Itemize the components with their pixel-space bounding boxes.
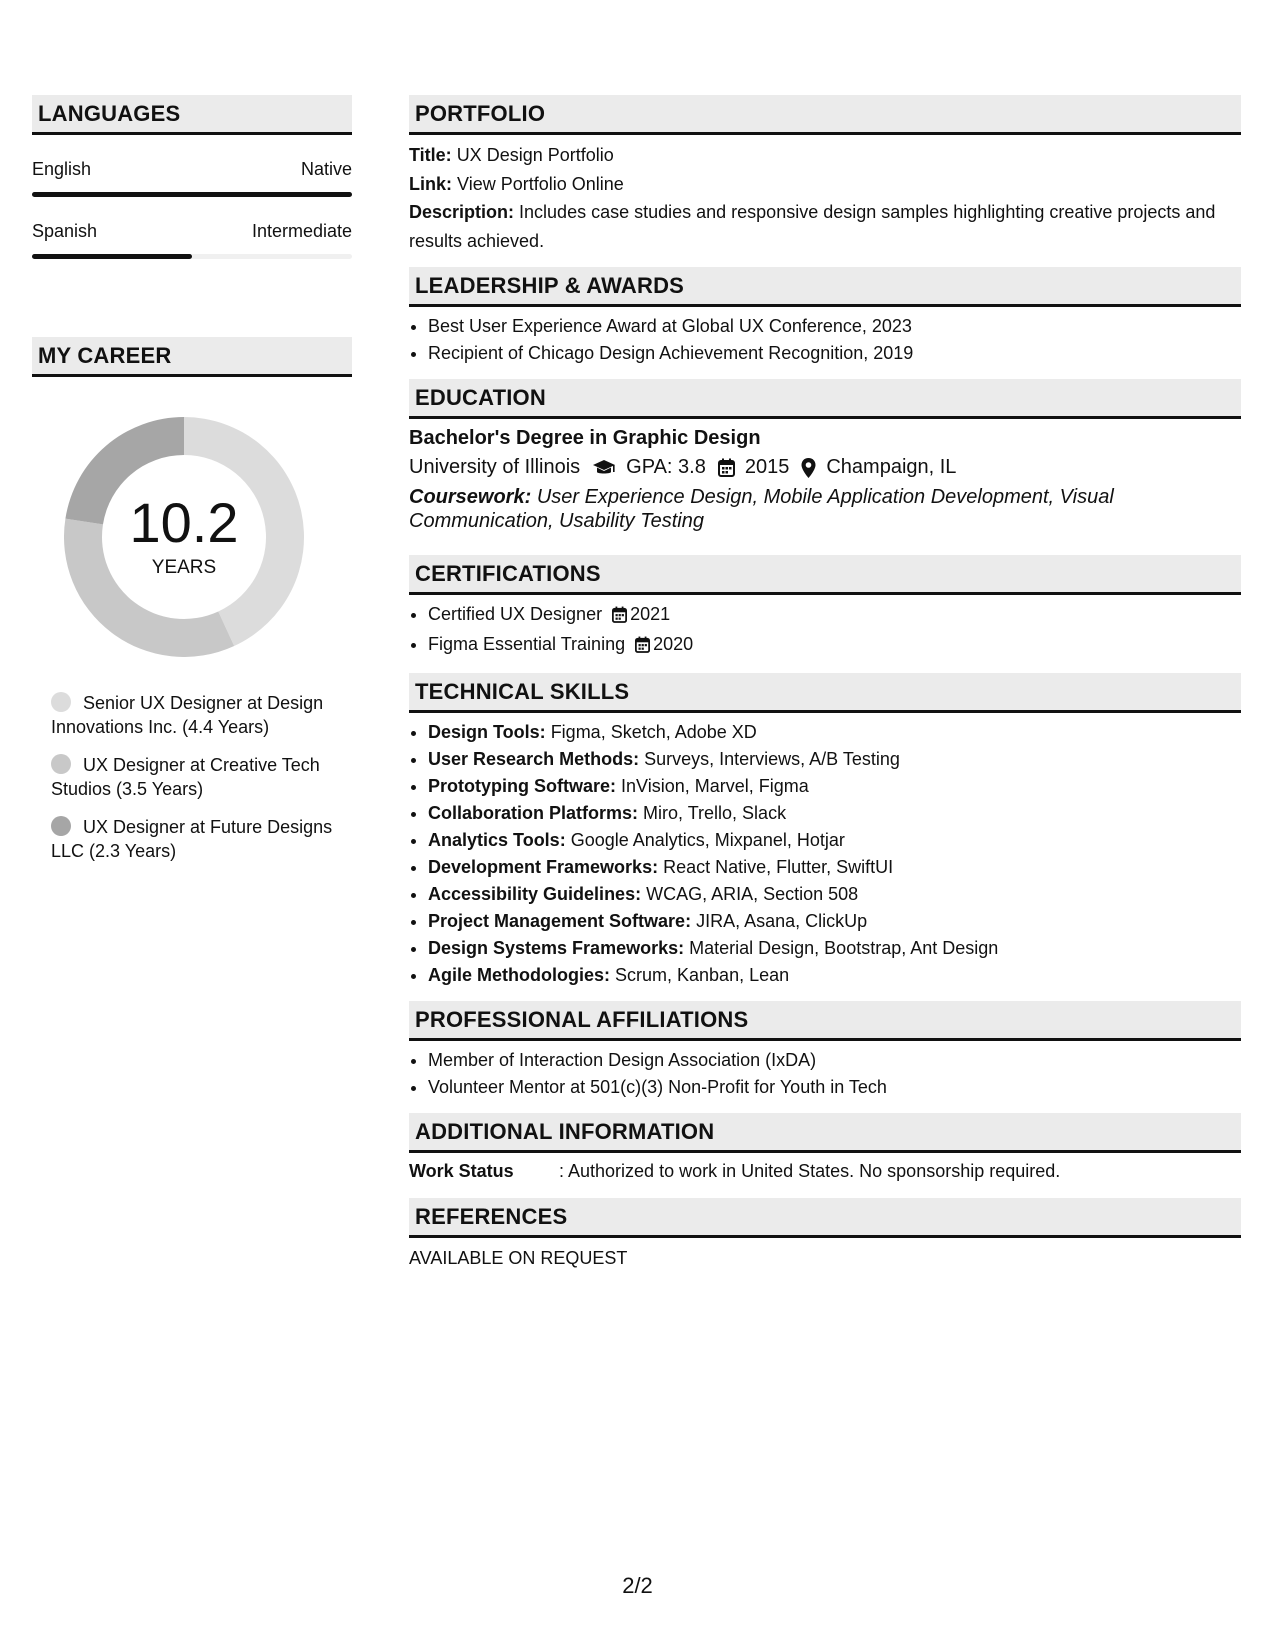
skill-label: Project Management Software: xyxy=(428,911,692,931)
list-item: • Member of Interaction Design Association (IxDA) xyxy=(428,1047,1241,1074)
education-degree: Bachelor's Degree in Graphic Design xyxy=(409,427,761,449)
certification-name: Certified UX Designer xyxy=(428,604,603,624)
list-item xyxy=(428,935,1241,962)
skill-label: User Research Methods: xyxy=(428,749,640,769)
references-text: AVAILABLE ON REQUEST xyxy=(409,1248,628,1268)
skills-list xyxy=(409,719,1241,989)
list-item xyxy=(428,827,1241,854)
coursework-label: Coursework: xyxy=(409,486,532,508)
skill-label: Analytics Tools: xyxy=(428,830,566,850)
affiliations-list xyxy=(409,1047,1241,1101)
skill-label: Development Frameworks: xyxy=(428,857,659,877)
list-item: • Volunteer Mentor at 501(c)(3) Non-Profit for Youth in Tech xyxy=(428,1074,1241,1101)
skill-label: Agile Methodologies: xyxy=(428,965,610,985)
coursework-value: User Experience Design, Mobile Application Development, Visual Communication, Usability Testing xyxy=(409,486,1114,532)
skill-value: Figma, Sketch, Adobe XD xyxy=(550,722,757,742)
list-item xyxy=(428,601,1241,631)
work-status-row xyxy=(409,1161,1241,1182)
language-proficiency-bar xyxy=(32,192,352,197)
career-legend-item xyxy=(51,691,341,739)
language-name: English xyxy=(32,159,92,179)
list-item: • Best User Experience Award at Global UX Conference, 2023 xyxy=(428,313,1241,340)
language-level: Intermediate xyxy=(251,221,352,241)
affiliations-heading: PROFESSIONAL AFFILIATIONS xyxy=(409,1001,1241,1041)
skill-value: Surveys, Interviews, A/B Testing xyxy=(644,749,900,769)
portfolio-title-label: Title: xyxy=(409,145,452,165)
career-legend-item xyxy=(51,753,341,801)
skill-label: Accessibility Guidelines: xyxy=(428,884,642,904)
work-status-label: Work Status xyxy=(409,1161,514,1181)
calendar-icon xyxy=(718,458,735,477)
right-column xyxy=(409,95,1241,1269)
list-item xyxy=(428,854,1241,881)
leadership-list xyxy=(409,313,1241,367)
page-number: 2/2 xyxy=(622,1573,653,1598)
portfolio-description-value: Includes case studies and responsive design samples highlighting creative projects and results achieved. xyxy=(409,202,1216,251)
portfolio-heading: PORTFOLIO xyxy=(409,95,1241,135)
legend-label: Senior UX Designer at Design Innovations Inc. (4.4 Years) xyxy=(51,693,324,737)
skill-value: Miro, Trello, Slack xyxy=(643,803,787,823)
career-heading: MY CAREER xyxy=(32,337,352,377)
map-pin-icon xyxy=(801,458,816,478)
languages-heading: LANGUAGES xyxy=(32,95,352,135)
legend-dot xyxy=(51,816,71,836)
education-details xyxy=(409,456,1241,479)
skill-value: React Native, Flutter, SwiftUI xyxy=(663,857,894,877)
list-item xyxy=(428,881,1241,908)
skill-value: JIRA, Asana, ClickUp xyxy=(696,911,868,931)
portfolio-link-value[interactable]: View Portfolio Online xyxy=(457,173,624,194)
education-location: Champaign, IL xyxy=(826,456,957,478)
skill-value: WCAG, ARIA, Section 508 xyxy=(646,884,859,904)
calendar-icon xyxy=(612,604,627,631)
language-spanish xyxy=(32,221,352,259)
certification-year: 2020 xyxy=(653,634,694,654)
skill-value: Google Analytics, Mixpanel, Hotjar xyxy=(570,830,845,850)
skills-heading: TECHNICAL SKILLS xyxy=(409,673,1241,713)
skill-value: Scrum, Kanban, Lean xyxy=(615,965,790,985)
skill-value: Material Design, Bootstrap, Ant Design xyxy=(689,938,999,958)
portfolio-link xyxy=(409,170,1241,199)
education-gpa: GPA: 3.8 xyxy=(626,456,706,478)
list-item xyxy=(428,631,1241,661)
career-legend xyxy=(51,691,341,863)
language-proficiency-bar xyxy=(32,254,352,259)
education-coursework xyxy=(409,485,1241,533)
legend-dot xyxy=(51,692,71,712)
list-item: • Recipient of Chicago Design Achievement Recognition, 2019 xyxy=(428,340,1241,367)
certifications-heading: CERTIFICATIONS xyxy=(409,555,1241,595)
additional-heading: ADDITIONAL INFORMATION xyxy=(409,1113,1241,1153)
list-item xyxy=(428,746,1241,773)
legend-label: UX Designer at Future Designs LLC (2.3 Years) xyxy=(51,817,333,861)
portfolio-link-label: Link: xyxy=(409,173,452,194)
skill-label: Prototyping Software: xyxy=(428,776,616,796)
skill-label: Design Tools: xyxy=(428,722,546,742)
list-item xyxy=(428,962,1241,989)
list-item xyxy=(428,800,1241,827)
portfolio-title-value: UX Design Portfolio xyxy=(456,145,614,165)
left-column xyxy=(32,95,352,877)
language-name: Spanish xyxy=(32,221,98,241)
career-total-years: 10.2 xyxy=(129,491,239,554)
skill-label: Collaboration Platforms: xyxy=(428,803,639,823)
career-donut-chart xyxy=(64,417,304,657)
list-item xyxy=(428,908,1241,935)
education-heading: EDUCATION xyxy=(409,379,1241,419)
list-item xyxy=(428,773,1241,800)
work-status-value: : Authorized to work in United States. No sponsorship required. xyxy=(559,1161,1061,1181)
graduation-cap-icon xyxy=(592,459,616,477)
language-proficiency-fill xyxy=(32,254,192,259)
portfolio-title xyxy=(409,141,1241,170)
legend-dot xyxy=(51,754,71,774)
certifications-list xyxy=(409,601,1241,661)
language-level: Native xyxy=(300,159,352,179)
skill-label: Design Systems Frameworks: xyxy=(428,938,685,958)
legend-label: UX Designer at Creative Tech Studios (3.5 Years) xyxy=(51,755,320,799)
certification-year: 2021 xyxy=(630,604,671,624)
certification-name: Figma Essential Training xyxy=(428,634,626,654)
education-school: University of Illinois xyxy=(409,456,581,478)
list-item xyxy=(428,719,1241,746)
skill-value: InVision, Marvel, Figma xyxy=(621,776,809,796)
calendar-icon xyxy=(635,634,650,661)
references-heading: REFERENCES xyxy=(409,1198,1241,1238)
leadership-heading: LEADERSHIP & AWARDS xyxy=(409,267,1241,307)
career-years-unit: YEARS xyxy=(151,557,217,578)
portfolio-description-label: Description: xyxy=(409,202,515,222)
language-proficiency-fill xyxy=(32,192,352,197)
language-english xyxy=(32,159,352,197)
portfolio-description xyxy=(409,198,1241,255)
education-year: 2015 xyxy=(744,456,790,478)
career-legend-item xyxy=(51,815,341,863)
